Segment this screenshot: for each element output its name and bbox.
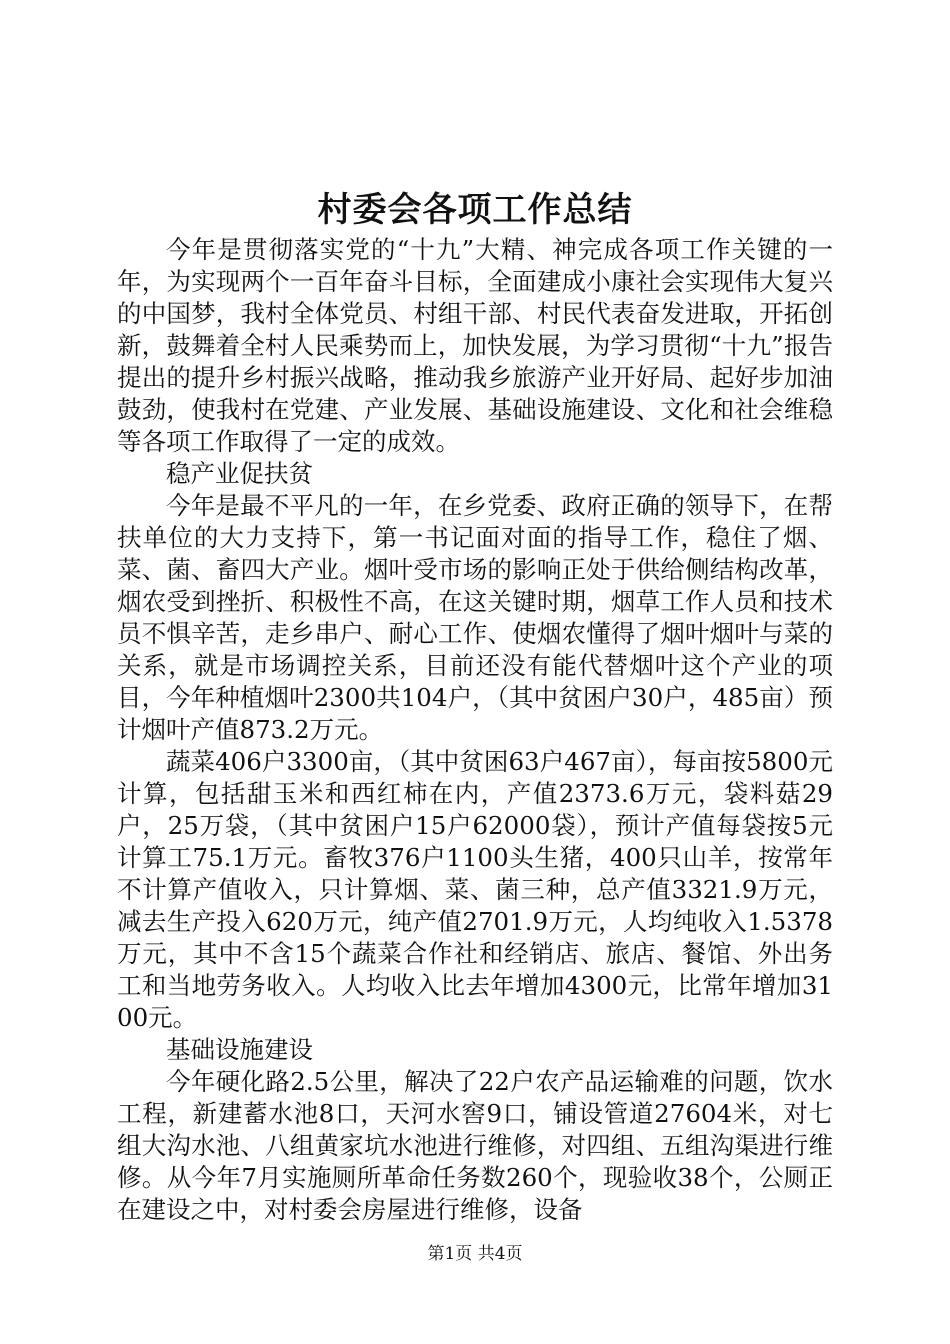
industry-paragraph-2: 蔬菜406户3300亩，（其中贫困63户467亩），每亩按5800元计算，包括甜玉米和西红柿在内，产值2373.6万元，袋料菇29户，25万袋，（其中贫困户15户62000袋），预计产值每袋按5元计算工75.1万元。畜牧376户1100头生猪，400只山羊，按常年不计算产值收入，只计算烟、菜、菌三种，总产值3321.9万元，减去生产投入620万元，纯产值2701.9万元，人均纯收入1.5378万元，其中不含15个蔬菜合作社和经销店、旅店、餐馆、外出务工和当地劳务收入。人均收入比去年增加4300元，比常年增加3100元。 — [117, 747, 833, 1032]
page-footer: 第1页 共4页 — [427, 1244, 523, 1264]
infrastructure-paragraph-1: 今年硬化路2.5公里，解决了22户农产品运输难的问题，饮水工程，新建蓄水池8口，天河水窖9口，铺设管道27604米，对七组大沟水池、八组黄家坑水池进行维修，对四组、五组沟渠进行维修。从今年7月实施厕所革命任务数260个，现验收38个，公厕正在建设之中，对村委会房屋进行维修，设备 — [117, 1067, 833, 1224]
section-heading-infrastructure: 基础设施建设 — [166, 1035, 313, 1064]
document-title: 村委会各项工作总结 — [317, 190, 633, 230]
intro-paragraph: 今年是贯彻落实党的“十九”大精、神完成各项工作关键的一年，为实现两个一百年奋斗目标，全面建成小康社会实现伟大复兴的中国梦，我村全体党员、村组干部、村民代表奋发进取，开拓创新，鼓舞着全村人民乘势而上，加快发展，为学习贯彻“十九”报告提出的提升乡村振兴战略，推动我乡旅游产业开好局、起好步加油鼓劲，使我村在党建、产业发展、基础设施建设、文化和社会维稳等各项工作取得了一定的成效。 — [117, 235, 833, 456]
document-body — [117, 234, 833, 1226]
industry-paragraph-1: 今年是最不平凡的一年，在乡党委、政府正确的领导下，在帮扶单位的大力支持下，第一书记面对面的指导工作，稳住了烟、菜、菌、畜四大产业。烟叶受市场的影响正处于供给侧结构改革，烟农受到挫折、积极性不高，在这关键时期，烟草工作人员和技术员不惧辛苦，走乡串户、耐心工作、使烟农懂得了烟叶烟叶与菜的关系，就是市场调控关系，目前还没有能代替烟叶这个产业的项目，今年种植烟叶2300共104户，（其中贫困户30户，485亩）预计烟叶产值873.2万元。 — [117, 491, 833, 744]
section-heading-industry: 稳产业促扶贫 — [166, 459, 313, 488]
